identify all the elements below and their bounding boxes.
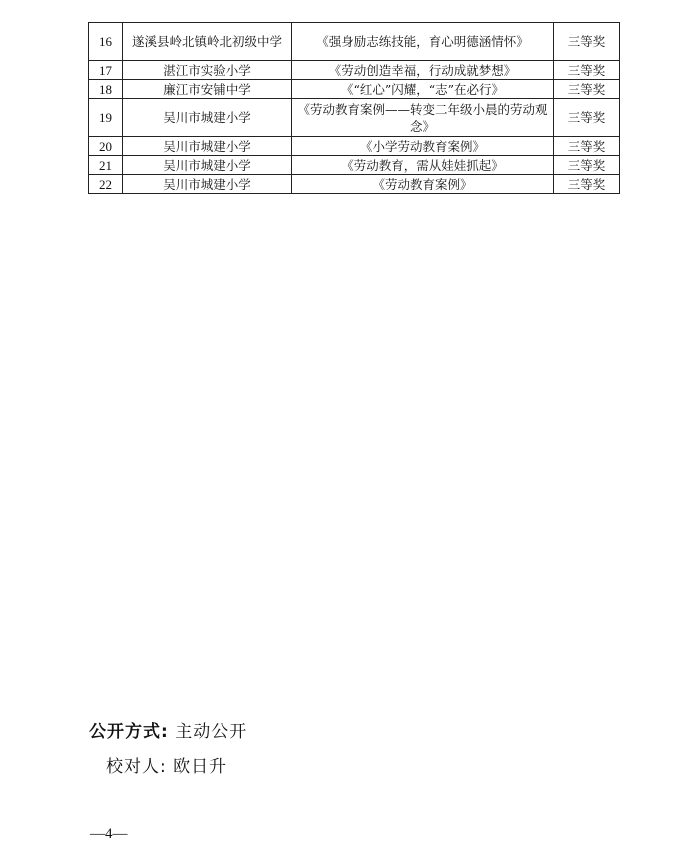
entry-title: 《强身励志练技能，育心明德涵情怀》	[292, 23, 554, 61]
row-number: 18	[89, 80, 123, 99]
award-level: 三等奖	[554, 61, 620, 80]
awards-table	[88, 22, 620, 194]
table-row	[89, 61, 620, 80]
table-row	[89, 80, 620, 99]
table-row	[89, 99, 620, 137]
award-level: 三等奖	[554, 156, 620, 175]
page-number: —4—	[90, 826, 128, 842]
school-name: 吴川市城建小学	[123, 175, 292, 194]
row-number: 20	[89, 137, 123, 156]
school-name: 湛江市实验小学	[123, 61, 292, 80]
award-level: 三等奖	[554, 175, 620, 194]
row-number: 16	[89, 23, 123, 61]
row-number: 19	[89, 99, 123, 137]
award-level: 三等奖	[554, 80, 620, 99]
proofreader-line	[106, 752, 227, 777]
entry-title: 《劳动创造幸福，行动成就梦想》	[292, 61, 554, 80]
school-name: 廉江市安铺中学	[123, 80, 292, 99]
row-number: 22	[89, 175, 123, 194]
award-level: 三等奖	[554, 137, 620, 156]
entry-title: 《“红心”闪耀，“志”在必行》	[292, 80, 554, 99]
award-level: 三等奖	[554, 99, 620, 137]
disclosure-line	[89, 717, 247, 742]
entry-title: 《小学劳动教育案例》	[292, 137, 554, 156]
school-name: 吴川市城建小学	[123, 99, 292, 137]
row-number: 21	[89, 156, 123, 175]
school-name: 吴川市城建小学	[123, 137, 292, 156]
table-row	[89, 23, 620, 61]
school-name: 遂溪县岭北镇岭北初级中学	[123, 23, 292, 61]
row-number: 17	[89, 61, 123, 80]
proofreader-value: 欧日升	[173, 757, 228, 777]
award-level: 三等奖	[554, 23, 620, 61]
disclosure-value: 主动公开	[175, 722, 248, 742]
table-row	[89, 137, 620, 156]
table-row	[89, 175, 620, 194]
table-row	[89, 156, 620, 175]
school-name: 吴川市城建小学	[123, 156, 292, 175]
entry-title: 《劳动教育案例》	[292, 175, 554, 194]
disclosure-label: 公开方式:	[89, 722, 169, 742]
entry-title: 《劳动教育案例——转变二年级小晨的劳动观念》	[292, 99, 554, 137]
entry-title: 《劳动教育，需从娃娃抓起》	[292, 156, 554, 175]
proofreader-label: 校对人:	[106, 757, 167, 777]
